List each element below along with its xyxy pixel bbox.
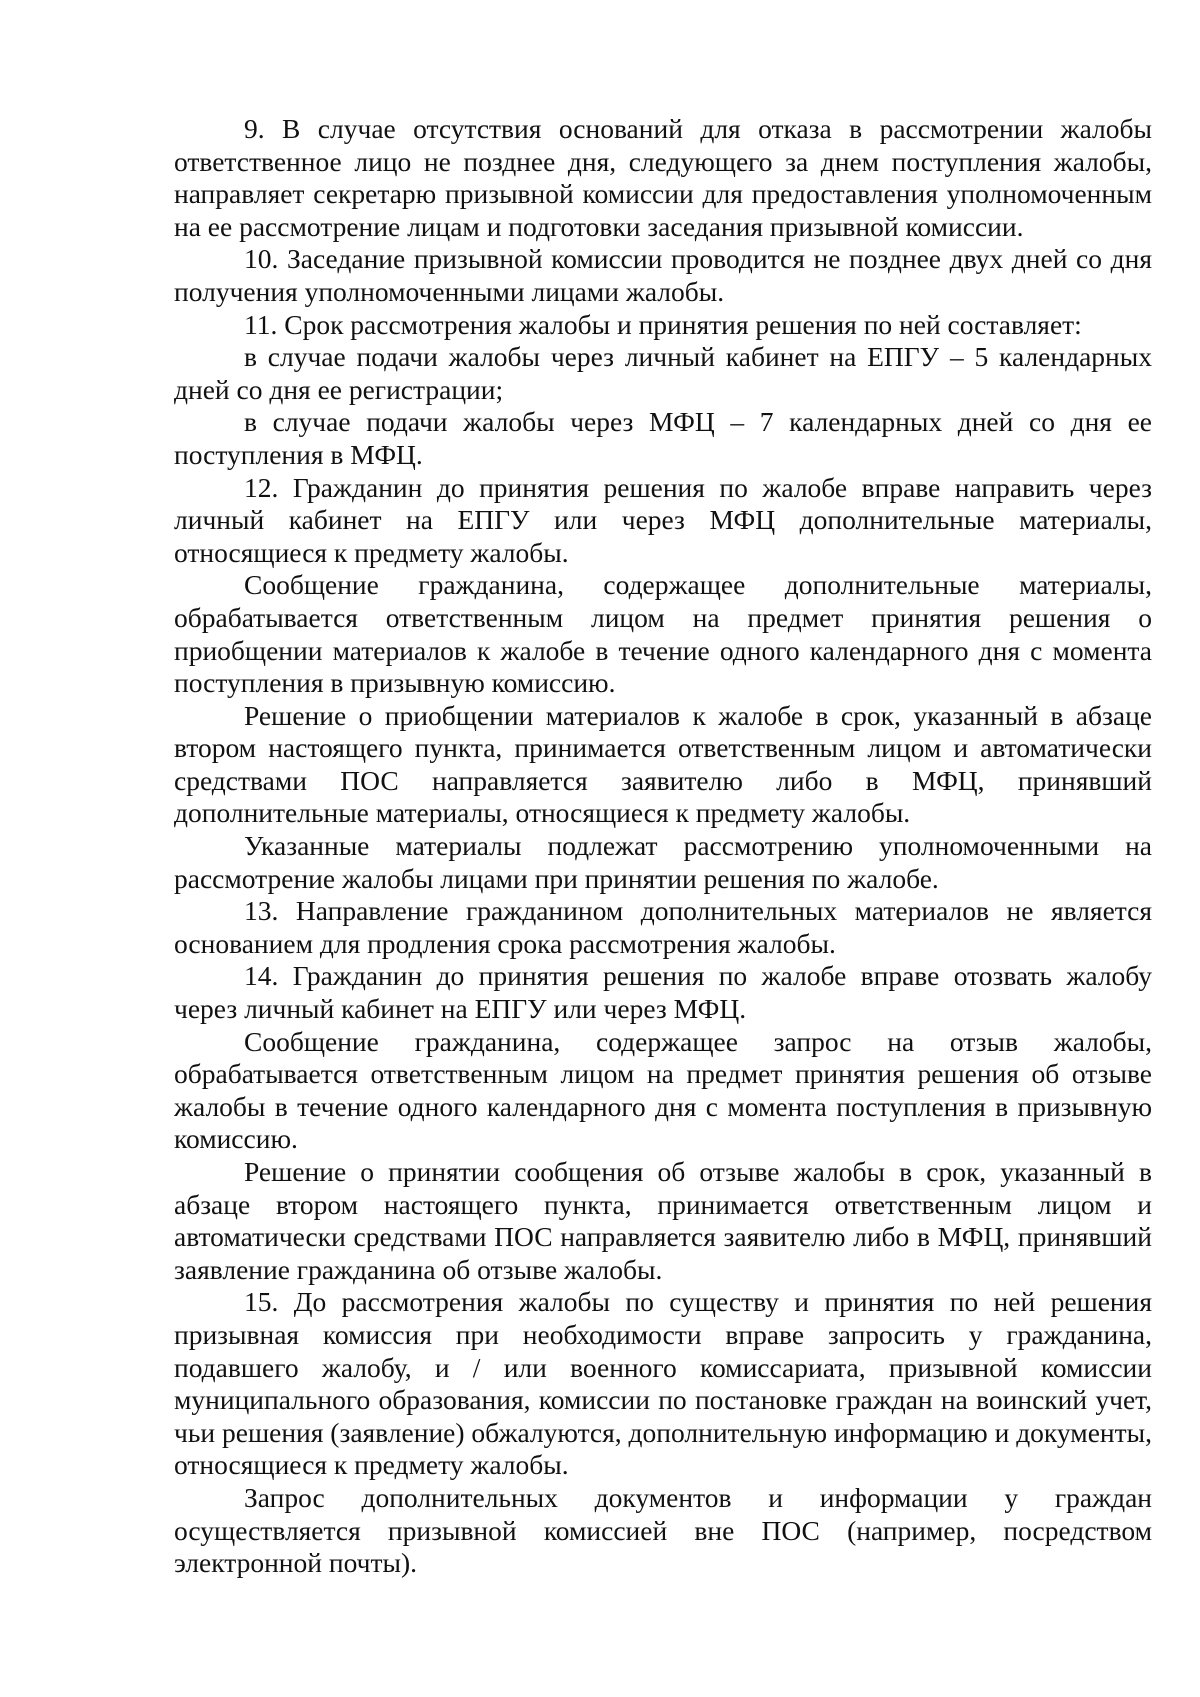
paragraph-12-message: Сообщение гражданина, содержащее дополнительные материалы, обрабатывается ответственным лицом на предмет принятия решения о приобщении материалов к жалобе в течение одного календарного дня с момента поступления в призывную комиссию. [174, 569, 1152, 699]
paragraph-12-decision: Решение о приобщении материалов к жалобе в срок, указанный в абзаце втором настоящего пункта, принимается ответственным лицом и автоматически средствами ПОС направляется заявителю либо в МФЦ, принявший дополнительные материалы, относящиеся к предмету жалобы. [174, 699, 1152, 829]
paragraph-10: 10. Заседание призывной комиссии проводится не позднее двух дней со дня получения уполномоченными лицами жалобы. [174, 243, 1152, 307]
paragraph-9: 9. В случае отсутствия оснований для отказа в рассмотрении жалобы ответственное лицо не позднее дня, следующего за днем поступления жалобы, направляет секретарю призывной комиссии для предоставления уполномоченным на ее рассмотрение лицам и подготовки заседания призывной комиссии. [174, 113, 1152, 242]
paragraph-15-request: Запрос дополнительных документов и информации у граждан осуществляется призывной комиссией вне ПОС (например, посредством электронной почты). [174, 1481, 1152, 1579]
paragraph-11-epgu: в случае подачи жалобы через личный кабинет на ЕПГУ – 5 календарных дней со дня ее регистрации; [174, 341, 1152, 405]
paragraph-12-materials: Указанные материалы подлежат рассмотрению уполномоченными на рассмотрение жалобы лицами при принятии решения по жалобе. [174, 830, 1152, 894]
paragraph-14-decision: Решение о принятии сообщения об отзыве жалобы в срок, указанный в абзаце втором настоящего пункта, принимается ответственным лицом и автоматически средствами ПОС направляется заявителю либо в МФЦ, принявший заявление гражданина об отзыве жалобы. [174, 1156, 1152, 1285]
paragraph-12: 12. Гражданин до принятия решения по жалобе вправе направить через личный кабинет на ЕПГУ или через МФЦ дополнительные материалы, относящиеся к предмету жалобы. [174, 471, 1152, 568]
paragraph-14-message: Сообщение гражданина, содержащее запрос на отзыв жалобы, обрабатывается ответственным лицом на предмет принятия решения об отзыве жалобы в течение одного календарного дня с момента поступления в призывную комиссию. [174, 1025, 1152, 1155]
paragraph-15: 15. До рассмотрения жалобы по существу и принятия по ней решения призывная комиссия при необходимости вправе запросить у гражданина, подавшего жалобу, и / или военного комиссариата, призывной комиссии муниципального образования, комиссии по постановке граждан на воинский учет, чьи решения (заявление) обжалуются, дополнительную информацию и документы, относящиеся к предмету жалобы. [174, 1286, 1152, 1481]
paragraph-11-mfc: в случае подачи жалобы через МФЦ – 7 календарных дней со дня ее поступления в МФЦ. [174, 406, 1152, 470]
document-page [174, 113, 1152, 1580]
paragraph-14: 14. Гражданин до принятия решения по жалобе вправе отозвать жалобу через личный кабинет на ЕПГУ или через МФЦ. [174, 960, 1152, 1025]
paragraph-11: 11. Срок рассмотрения жалобы и принятия решения по ней составляет: [244, 308, 1082, 340]
paragraph-13: 13. Направление гражданином дополнительных материалов не является основанием для продления срока рассмотрения жалобы. [174, 895, 1152, 959]
